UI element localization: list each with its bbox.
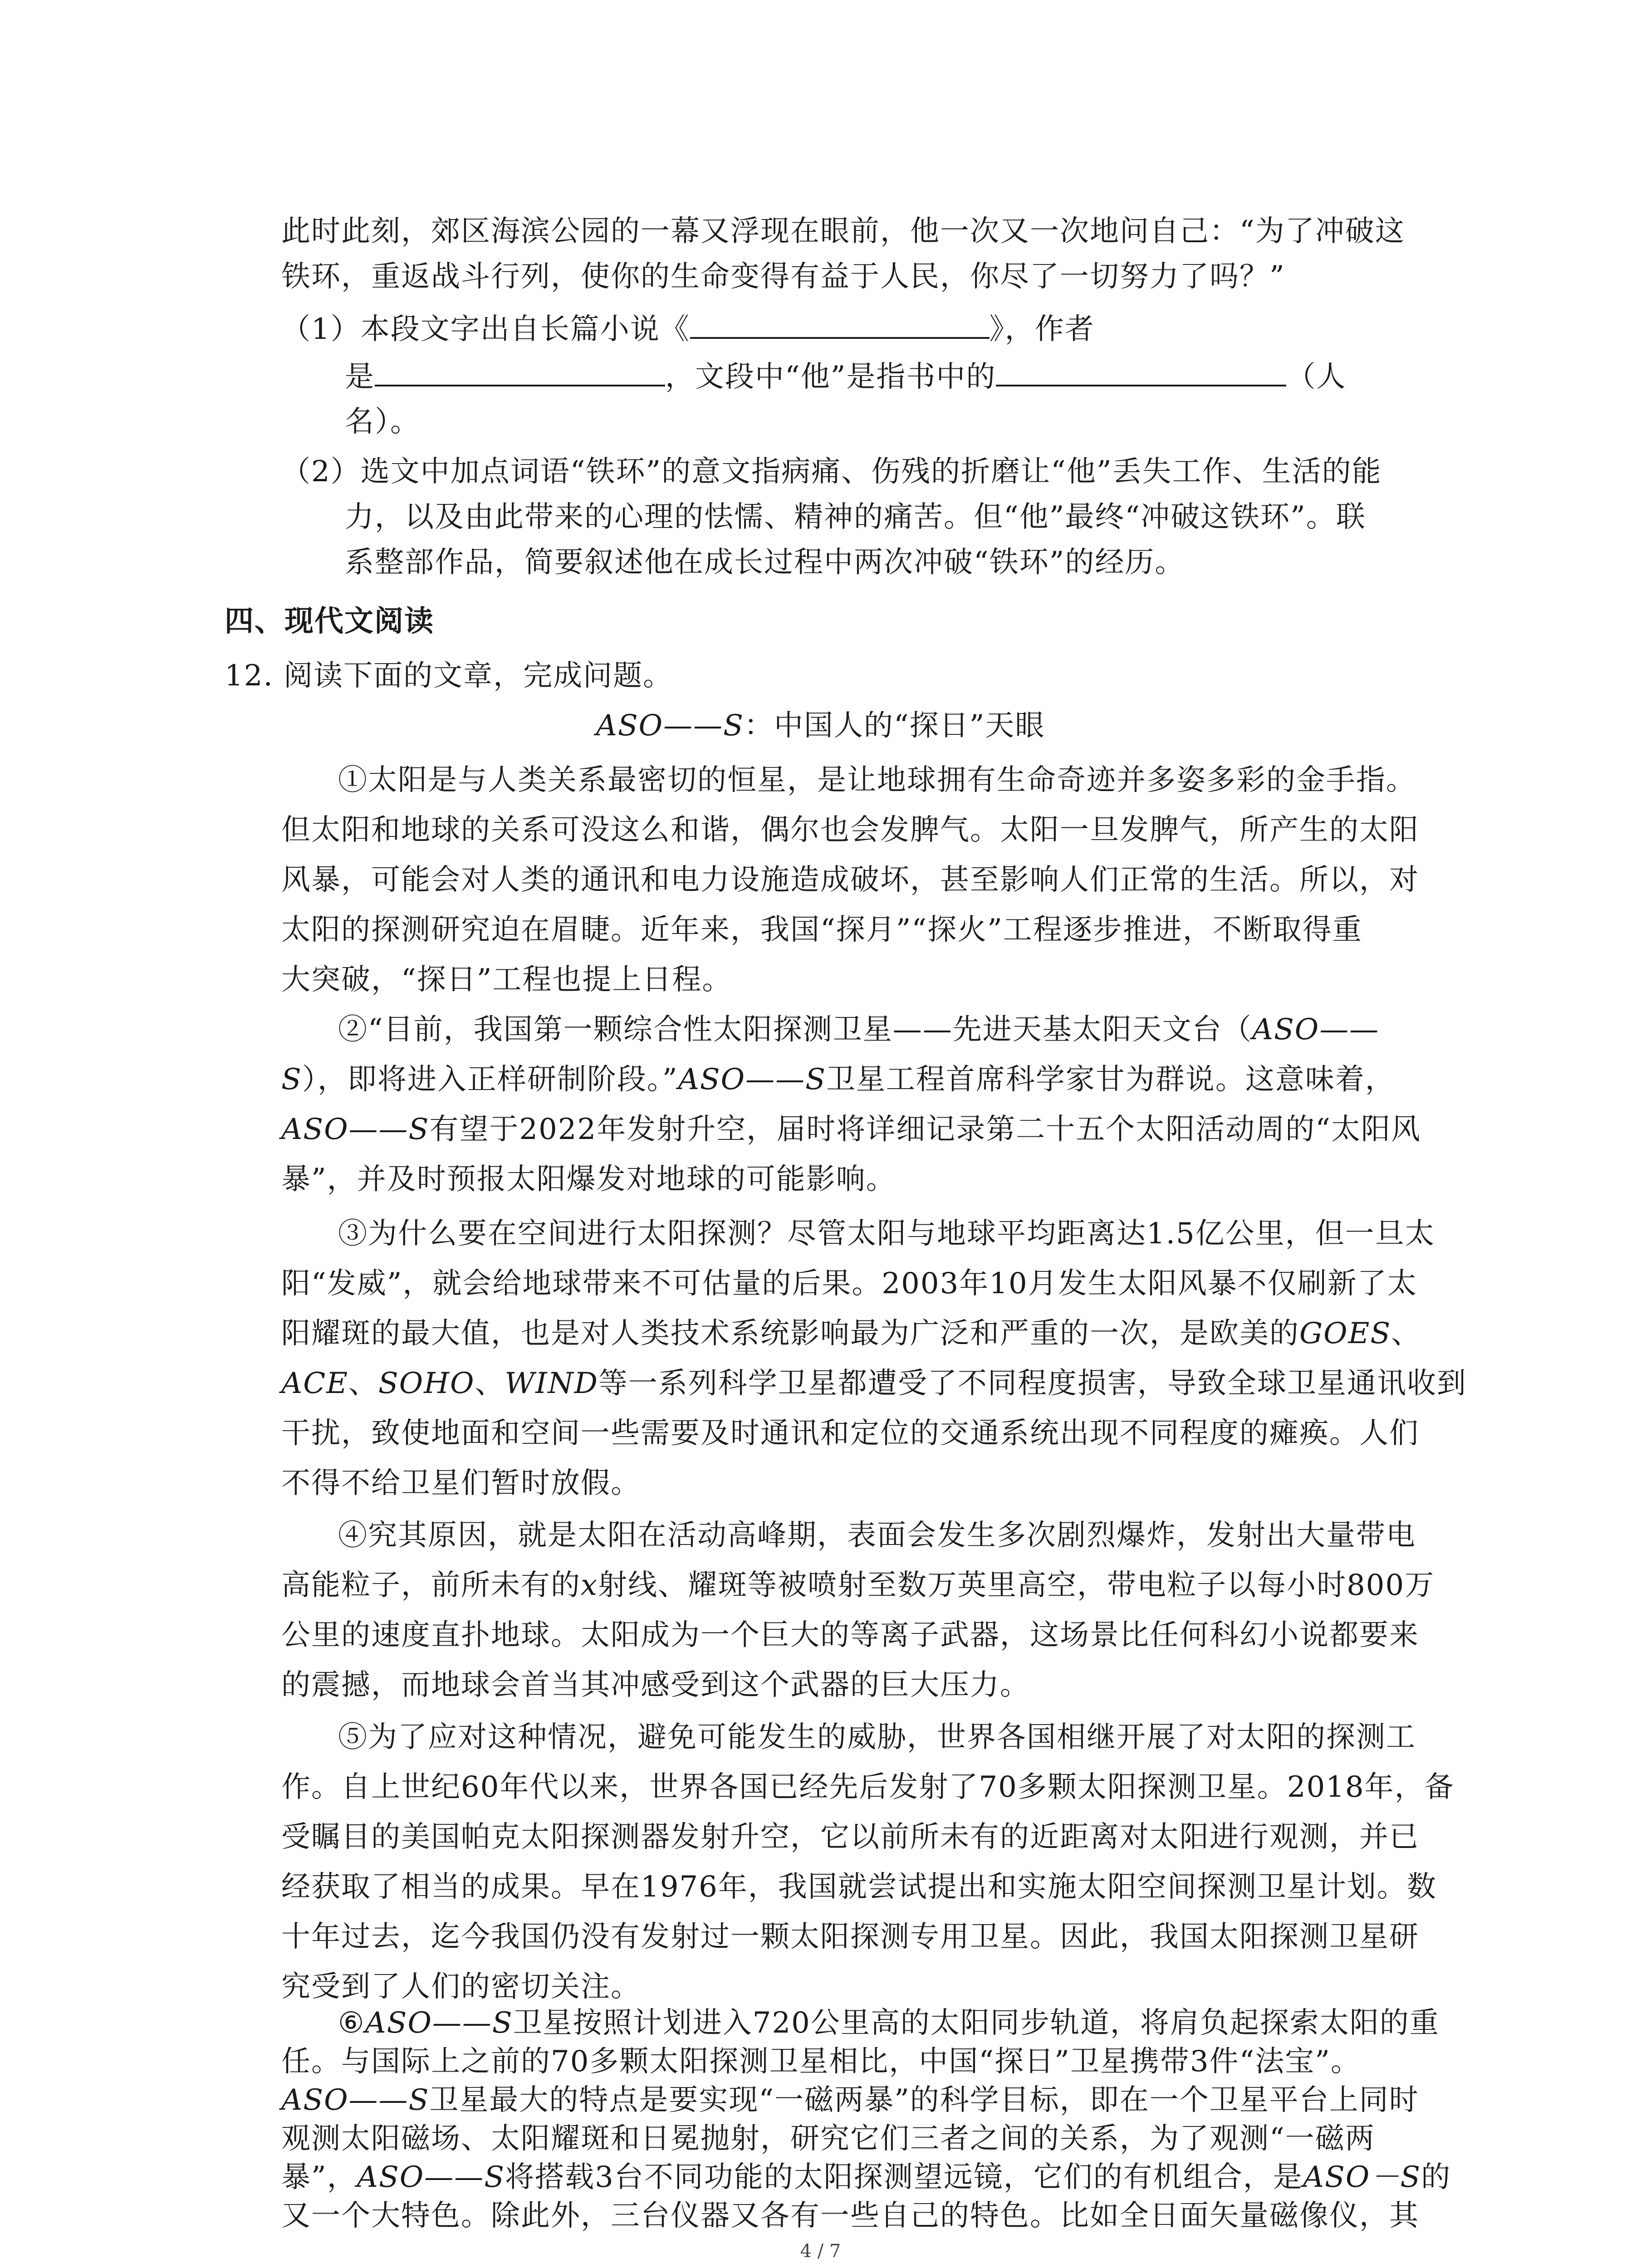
paragraph-1-line: 风暴，可能会对人类的通讯和电力设施造成破坏，甚至影响人们正常的生活。所以，对 [281, 863, 1419, 897]
paragraph-3-line: 阳耀斑的最大值，也是对人类技术系统影响最为广泛和严重的一次，是欧美的GOES、 [281, 1317, 1421, 1350]
question-2-line: 系整部作品，简要叙述他在成长过程中两次冲破“铁环”的经历。 [345, 546, 1185, 579]
novel-title-blank[interactable] [690, 311, 989, 339]
question-12-prompt: 12. 阅读下面的文章，完成问题。 [225, 659, 673, 693]
paragraph-3-line: 干扰，致使地面和空间一些需要及时通讯和定位的交通系统出现不同程度的瘫痪。人们 [281, 1417, 1419, 1450]
paragraph-4-line: 高能粒子，前所未有的x射线、耀斑等被喷射至数万英里高空，带电粒子以每小时800万 [281, 1569, 1435, 1602]
paragraph-4-line: 公里的速度直扑地球。太阳成为一个巨大的等离子武器，这场景比任何科幻小说都要来 [281, 1618, 1419, 1652]
paragraph-2-line: S），即将进入正样研制阶段。”ASO——S卫星工程首席科学家甘为群说。这意味着， [281, 1063, 1395, 1096]
paragraph-1-line: ①太阳是与人类关系最密切的恒星，是让地球拥有生命奇迹并多姿多彩的金手指。 [338, 763, 1416, 797]
paragraph-1-line: 大突破，“探日”工程也提上日程。 [281, 963, 732, 997]
paragraph-3-line: 不得不给卫星们暂时放假。 [281, 1466, 641, 1500]
paragraph-3-line: ③为什么要在空间进行太阳探测？尽管太阳与地球平均距离达1.5亿公里，但一旦太 [338, 1217, 1435, 1251]
question-2-line: 力，以及由此带来的心理的怯懦、精神的痛苦。但“他”最终“冲破这铁环”。联 [345, 500, 1366, 534]
paragraph-6-line: 又一个大特色。除此外，三台仪器又各有一些自己的特色。比如全日面矢量磁像仪，其 [281, 2199, 1419, 2233]
paragraph-2-line: 暴”，并及时预报太阳爆发对地球的可能影响。 [281, 1163, 896, 1196]
paragraph-5-line: 十年过去，迄今我国仍没有发射过一颗太阳探测专用卫星。因此，我国太阳探测卫星研 [281, 1920, 1419, 1954]
section-heading: 四、现代文阅读 [225, 604, 434, 638]
author-blank[interactable] [375, 358, 665, 386]
page-number: 4 / 7 [800, 2241, 841, 2262]
paragraph-6-line: ⑥ASO——S卫星按照计划进入720公里高的太阳同步轨道，将肩负起探索太阳的重 [338, 2006, 1440, 2040]
paragraph-1-line: 太阳的探测研究迫在眉睫。近年来，我国“探月”“探火”工程逐步推进，不断取得重 [281, 913, 1362, 947]
paragraph-5-line: ⑤为了应对这种情况，避免可能发生的威胁，世界各国相继开展了对太阳的探测工 [338, 1721, 1416, 1754]
paragraph-5-line: 经获取了相当的成果。早在1976年，我国就尝试提出和实施太阳空间探测卫星计划。数 [281, 1870, 1437, 1904]
question-1-line-1: （1）本段文字出自长篇小说《 》，作者 [281, 311, 1095, 347]
paragraph-3-line: ACE、SOHO、WIND等一系列科学卫星都遭受了不同程度损害，导致全球卫星通讯收到 [281, 1367, 1467, 1400]
question-1-line-3: 名）。 [345, 405, 420, 439]
paragraph-6-line: 暴”，ASO——S将搭载3台不同功能的太阳探测望远镜，它们的有机组合，是ASO－S的 [281, 2160, 1451, 2194]
passage-line: 此时此刻，郊区海滨公园的一幕又浮现在眼前，他一次又一次地问自己：“为了冲破这 [281, 215, 1405, 248]
paragraph-2-line: ASO——S有望于2022年发射升空，届时将详细记录第二十五个太阳活动周的“太阳风 [281, 1113, 1421, 1146]
paragraph-3-line: 阳“发威”，就会给地球带来不可估量的后果。2003年10月发生太阳风暴不仅刷新了太 [281, 1267, 1417, 1300]
paragraph-5-line: 受瞩目的美国帕克太阳探测器发射升空，它以前所未有的近距离对太阳进行观测，并已 [281, 1820, 1419, 1854]
paragraph-4-line: 的震撼，而地球会首当其冲感受到这个武器的巨大压力。 [281, 1668, 1030, 1702]
article-title: ASO——S：中国人的“探日”天眼 [596, 709, 1045, 743]
paragraph-6-line: ASO——S卫星最大的特点是要实现“一磁两暴”的科学目标，即在一个卫星平台上同时 [281, 2083, 1419, 2117]
paragraph-4-line: ④究其原因，就是太阳在活动高峰期，表面会发生多次剧烈爆炸，发射出大量带电 [338, 1519, 1416, 1552]
paragraph-2-line: ②“目前，我国第一颗综合性太阳探测卫星——先进天基太阳天文台（ASO—— [338, 1013, 1380, 1046]
character-name-blank[interactable] [996, 358, 1286, 386]
paragraph-5-line: 作。自上世纪60年代以来，世界各国已经先后发射了70多颗太阳探测卫星。2018年，备 [281, 1770, 1455, 1804]
paragraph-1-line: 但太阳和地球的关系可没这么和谐，偶尔也会发脾气。太阳一旦发脾气，所产生的太阳 [281, 813, 1419, 847]
paragraph-6-line: 任。与国际上之前的70多颗太阳探测卫星相比，中国“探日”卫星携带3件“法宝”。 [281, 2045, 1361, 2078]
paragraph-6-line: 观测太阳磁场、太阳耀斑和日冕抛射，研究它们三者之间的关系，为了观测“一磁两 [281, 2122, 1375, 2156]
paragraph-5-line: 究受到了人们的密切关注。 [281, 1970, 641, 2004]
passage-line: 铁环，重返战斗行列，使你的生命变得有益于人民，你尽了一切努力了吗？” [281, 260, 1285, 293]
question-1-line-2: 是 ，文段中“他”是指书中的 （人 [345, 358, 1346, 395]
question-2-line: （2）选文中加点词语“铁环”的意文指病痛、伤残的折磨让“他”丢失工作、生活的能 [281, 455, 1382, 489]
